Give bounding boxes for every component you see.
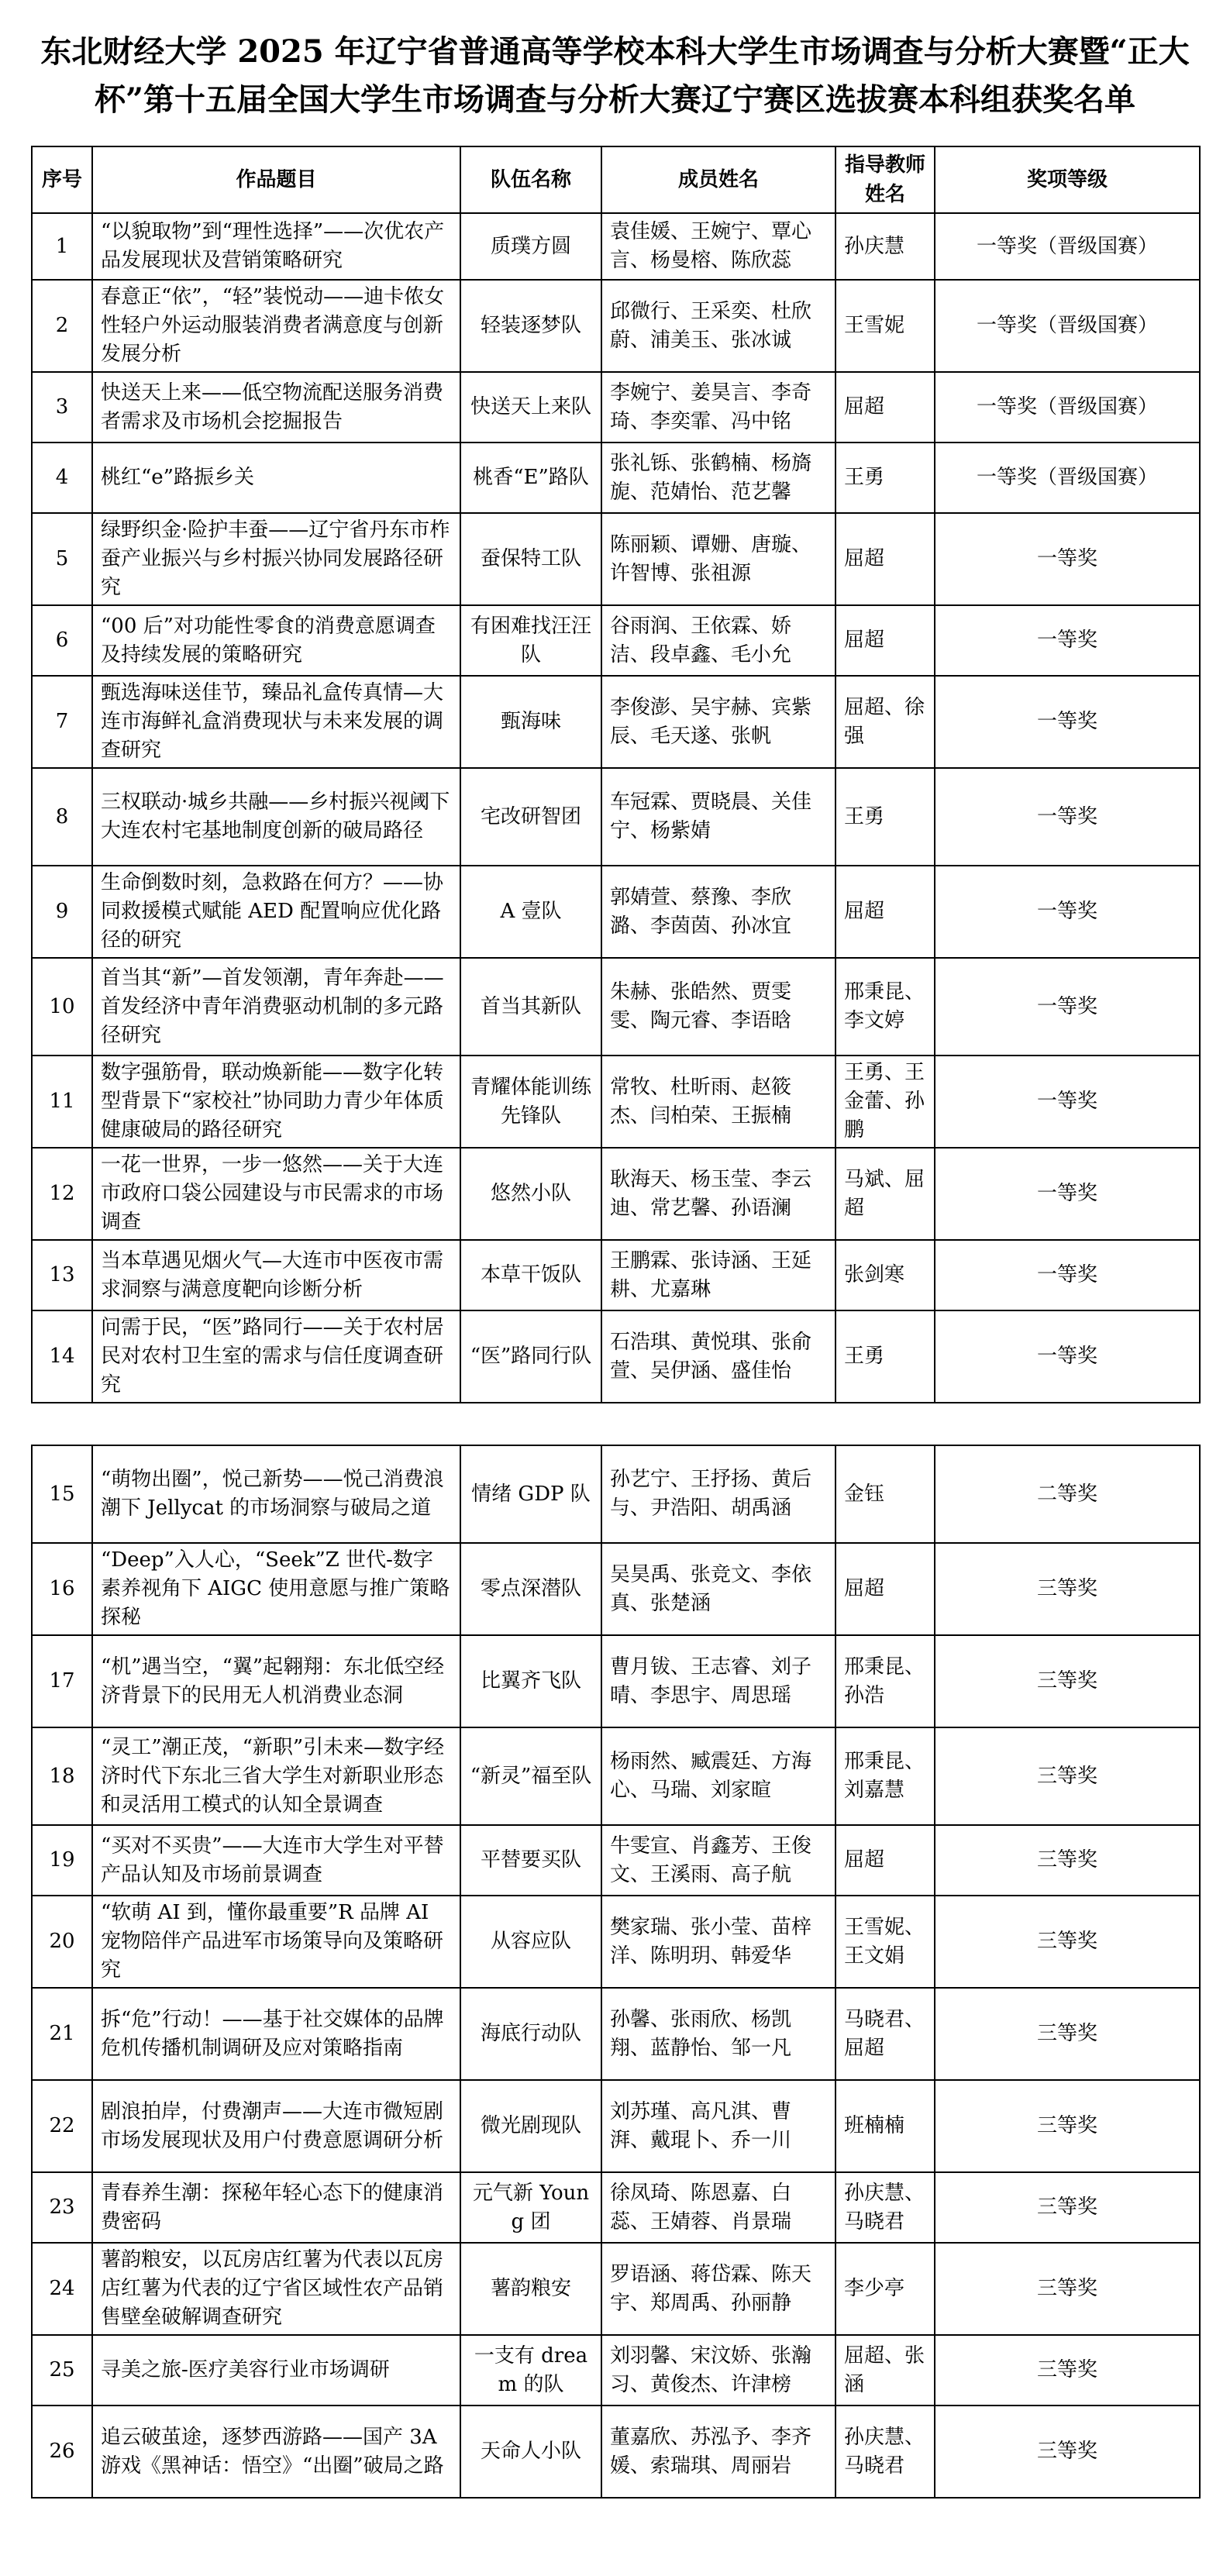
cell-team: 从容应队 — [460, 1896, 601, 1988]
cell-teacher: 王勇 — [836, 443, 935, 513]
cell-teacher: 屈超 — [836, 605, 935, 676]
cell-teacher: 张剑寒 — [836, 1240, 935, 1310]
cell-teacher: 孙庆慧、马晓君 — [836, 2406, 935, 2498]
cell-title: 青春养生潮：探秘年轻心态下的健康消费密码 — [92, 2172, 460, 2243]
cell-no: 16 — [32, 1543, 92, 1635]
cell-teacher: 李少亭 — [836, 2243, 935, 2335]
cell-award: 一等奖 — [935, 768, 1200, 866]
table-row — [32, 443, 1200, 513]
cell-award: 三等奖 — [935, 2335, 1200, 2406]
cell-teacher: 屈超、张涵 — [836, 2335, 935, 2406]
cell-no: 12 — [32, 1148, 92, 1240]
cell-title: 三权联动·城乡共融——乡村振兴视阈下大连农村宅基地制度创新的破局路径 — [92, 768, 460, 866]
table-row — [32, 2243, 1200, 2335]
cell-no: 7 — [32, 676, 92, 768]
table-row — [32, 768, 1200, 866]
cell-members: 陈丽颖、谭姗、唐璇、许智博、张祖源 — [601, 513, 836, 605]
cell-award: 三等奖 — [935, 1635, 1200, 1727]
cell-award: 一等奖 — [935, 1310, 1200, 1403]
header-no: 序号 — [32, 146, 92, 213]
cell-team: 青耀体能训练先锋队 — [460, 1056, 601, 1148]
cell-members: 常牧、杜昕雨、赵筱杰、闫柏荣、王振楠 — [601, 1056, 836, 1148]
cell-award: 三等奖 — [935, 2406, 1200, 2498]
cell-award: 一等奖 — [935, 1056, 1200, 1148]
cell-members: 张礼铄、张鹤楠、杨旖旎、范婧怡、范艺馨 — [601, 443, 836, 513]
cell-team: 元气新 Young 团 — [460, 2172, 601, 2243]
award-table-part-2 — [31, 1445, 1201, 2499]
table-row — [32, 2080, 1200, 2172]
cell-title: “软萌 AI 到，懂你最重要”R 品牌 AI 宠物陪伴产品进军市场策导向及策略研究 — [92, 1896, 460, 1988]
cell-award: 一等奖 — [935, 605, 1200, 676]
cell-title: “Deep”入人心，“Seek”Z 世代-数字素养视角下 AIGC 使用意愿与推广策略探秘 — [92, 1543, 460, 1635]
cell-team: 本草干饭队 — [460, 1240, 601, 1310]
cell-award: 三等奖 — [935, 2080, 1200, 2172]
header-team: 队伍名称 — [460, 146, 601, 213]
table-row — [32, 1896, 1200, 1988]
cell-award: 一等奖（晋级国赛） — [935, 280, 1200, 372]
cell-no: 1 — [32, 213, 92, 280]
cell-members: 谷雨润、王依霖、娇洁、段卓鑫、毛小允 — [601, 605, 836, 676]
cell-award: 一等奖（晋级国赛） — [935, 213, 1200, 280]
cell-no: 2 — [32, 280, 92, 372]
cell-teacher: 孙庆慧 — [836, 213, 935, 280]
cell-title: 生命倒数时刻，急救路在何方？——协同救援模式赋能 AED 配置响应优化路径的研究 — [92, 866, 460, 958]
cell-award: 二等奖 — [935, 1445, 1200, 1543]
table-row — [32, 2172, 1200, 2243]
cell-no: 8 — [32, 768, 92, 866]
cell-title: 春意正“依”，“轻”装悦动——迪卡侬女性轻户外运动服装消费者满意度与创新发展分析 — [92, 280, 460, 372]
document-title: 东北财经大学 2025 年辽宁省普通高等学校本科大学生市场调查与分析大赛暨“正大杯”第十五届全国大学生市场调查与分析大赛辽宁赛区选拔赛本科组获奖名单 — [40, 33, 1190, 118]
cell-team: A 壹队 — [460, 866, 601, 958]
cell-teacher: 金钰 — [836, 1445, 935, 1543]
cell-title: “00 后”对功能性零食的消费意愿调查及持续发展的策略研究 — [92, 605, 460, 676]
cell-teacher: 王雪妮、王文娟 — [836, 1896, 935, 1988]
cell-team: 甄海味 — [460, 676, 601, 768]
cell-members: 孙馨、张雨欣、杨凯翔、蓝静怡、邹一凡 — [601, 1988, 836, 2080]
cell-teacher: 王勇、王金蕾、孙鹏 — [836, 1056, 935, 1148]
cell-title: 寻美之旅-医疗美容行业市场调研 — [92, 2335, 460, 2406]
cell-teacher: 孙庆慧、马晓君 — [836, 2172, 935, 2243]
header-teacher: 指导教师姓名 — [836, 146, 935, 213]
table-row — [32, 513, 1200, 605]
cell-teacher: 屈超 — [836, 866, 935, 958]
table-header-row — [32, 146, 1200, 213]
cell-title: 绿野织金·险护丰蚕——辽宁省丹东市柞蚕产业振兴与乡村振兴协同发展路径研究 — [92, 513, 460, 605]
cell-members: 牛雯宣、肖鑫芳、王俊文、王溪雨、高子航 — [601, 1825, 836, 1896]
cell-award: 一等奖 — [935, 958, 1200, 1056]
cell-no: 17 — [32, 1635, 92, 1727]
cell-teacher: 屈超 — [836, 372, 935, 443]
header-title: 作品题目 — [92, 146, 460, 213]
table-row — [32, 1310, 1200, 1403]
cell-award: 三等奖 — [935, 2172, 1200, 2243]
cell-award: 一等奖 — [935, 1240, 1200, 1310]
cell-no: 24 — [32, 2243, 92, 2335]
cell-members: 车冠霖、贾晓晨、关佳宁、杨紫婧 — [601, 768, 836, 866]
cell-title: “灵工”潮正茂，“新职”引未来—数字经济时代下东北三省大学生对新职业形态和灵活用工模式的认知全景调查 — [92, 1727, 460, 1825]
cell-no: 5 — [32, 513, 92, 605]
cell-award: 三等奖 — [935, 1825, 1200, 1896]
cell-members: 徐凤琦、陈恩嘉、白蕊、王婧蓉、肖景瑞 — [601, 2172, 836, 2243]
cell-teacher: 屈超 — [836, 1825, 935, 1896]
cell-award: 一等奖（晋级国赛） — [935, 372, 1200, 443]
cell-no: 6 — [32, 605, 92, 676]
cell-no: 3 — [32, 372, 92, 443]
cell-teacher: 王勇 — [836, 1310, 935, 1403]
table-row — [32, 1240, 1200, 1310]
cell-members: 吴昊禹、张竞文、李依真、张楚涵 — [601, 1543, 836, 1635]
cell-teacher: 屈超 — [836, 1543, 935, 1635]
cell-members: 罗语涵、蒋岱霖、陈天宇、郑周禹、孙丽静 — [601, 2243, 836, 2335]
cell-award: 一等奖 — [935, 513, 1200, 605]
table-row — [32, 605, 1200, 676]
cell-no: 21 — [32, 1988, 92, 2080]
cell-teacher: 王雪妮 — [836, 280, 935, 372]
cell-team: 蚕保特工队 — [460, 513, 601, 605]
cell-title: 拆“危”行动！——基于社交媒体的品牌危机传播机制调研及应对策略指南 — [92, 1988, 460, 2080]
cell-team: “新灵”福至队 — [460, 1727, 601, 1825]
cell-no: 25 — [32, 2335, 92, 2406]
cell-teacher: 王勇 — [836, 768, 935, 866]
cell-award: 一等奖 — [935, 1148, 1200, 1240]
table-row — [32, 2335, 1200, 2406]
cell-no: 23 — [32, 2172, 92, 2243]
header-members: 成员姓名 — [601, 146, 836, 213]
cell-members: 耿海天、杨玉莹、李云迪、常艺馨、孙语澜 — [601, 1148, 836, 1240]
cell-team: 微光剧现队 — [460, 2080, 601, 2172]
cell-title: 首当其“新”—首发领潮，青年奔赴——首发经济中青年消费驱动机制的多元路径研究 — [92, 958, 460, 1056]
cell-teacher: 邢秉昆、李文婷 — [836, 958, 935, 1056]
cell-members: 朱赫、张皓然、贾雯雯、陶元睿、李语晗 — [601, 958, 836, 1056]
cell-members: 刘羽馨、宋汶娇、张瀚习、黄俊杰、许津榜 — [601, 2335, 836, 2406]
cell-no: 19 — [32, 1825, 92, 1896]
cell-no: 4 — [32, 443, 92, 513]
cell-no: 14 — [32, 1310, 92, 1403]
cell-members: 李俊澎、吴宇赫、宾紫辰、毛天遂、张帆 — [601, 676, 836, 768]
cell-teacher: 屈超、徐强 — [836, 676, 935, 768]
table-row — [32, 1635, 1200, 1727]
cell-title: “买对不买贵”——大连市大学生对平替产品认知及市场前景调查 — [92, 1825, 460, 1896]
cell-teacher: 马晓君、屈超 — [836, 1988, 935, 2080]
cell-title: “机”遇当空，“翼”起翱翔：东北低空经济背景下的民用无人机消费业态洞 — [92, 1635, 460, 1727]
cell-title: 数字强筋骨，联动焕新能——数字化转型背景下“家校社”协同助力青少年体质健康破局的路径研究 — [92, 1056, 460, 1148]
cell-title: 一花一世界，一步一悠然——关于大连市政府口袋公园建设与市民需求的市场调查 — [92, 1148, 460, 1240]
cell-no: 10 — [32, 958, 92, 1056]
cell-team: 悠然小队 — [460, 1148, 601, 1240]
cell-title: 问需于民，“医”路同行——关于农村居民对农村卫生室的需求与信任度调查研究 — [92, 1310, 460, 1403]
table-row — [32, 2406, 1200, 2498]
cell-teacher: 班楠楠 — [836, 2080, 935, 2172]
cell-members: 杨雨然、臧震廷、方海心、马瑞、刘家暄 — [601, 1727, 836, 1825]
cell-team: 零点深潜队 — [460, 1543, 601, 1635]
cell-team: 宅改研智团 — [460, 768, 601, 866]
table-row — [32, 958, 1200, 1056]
cell-members: 郭婧萱、蔡豫、李欣潞、李茵茵、孙冰宜 — [601, 866, 836, 958]
cell-title: 薯韵粮安，以瓦房店红薯为代表以瓦房店红薯为代表的辽宁省区域性农产品销售壁垒破解调查研究 — [92, 2243, 460, 2335]
table-row — [32, 1727, 1200, 1825]
cell-team: 海底行动队 — [460, 1988, 601, 2080]
cell-title: 追云破茧途，逐梦西游路——国产 3A 游戏《黑神话：悟空》“出圈”破局之路 — [92, 2406, 460, 2498]
cell-award: 三等奖 — [935, 1727, 1200, 1825]
cell-teacher: 屈超 — [836, 513, 935, 605]
cell-team: 质璞方圆 — [460, 213, 601, 280]
award-table-part-1 — [31, 146, 1201, 1403]
cell-no: 18 — [32, 1727, 92, 1825]
cell-team: 有困难找汪汪队 — [460, 605, 601, 676]
cell-title: 剧浪拍岸，付费潮声——大连市微短剧市场发展现状及用户付费意愿调研分析 — [92, 2080, 460, 2172]
cell-award: 三等奖 — [935, 1896, 1200, 1988]
cell-team: 平替要买队 — [460, 1825, 601, 1896]
cell-title: “萌物出圈”，悦己新势——悦己消费浪潮下 Jellycat 的市场洞察与破局之道 — [92, 1445, 460, 1543]
cell-no: 22 — [32, 2080, 92, 2172]
cell-team: 快送天上来队 — [460, 372, 601, 443]
cell-team: 轻装逐梦队 — [460, 280, 601, 372]
table-row — [32, 866, 1200, 958]
cell-team: 天命人小队 — [460, 2406, 601, 2498]
table-row — [32, 1825, 1200, 1896]
table-row — [32, 280, 1200, 372]
cell-members: 樊家瑞、张小莹、苗梓洋、陈明玥、韩爱华 — [601, 1896, 836, 1988]
cell-team: 首当其新队 — [460, 958, 601, 1056]
cell-title: 当本草遇见烟火气—大连市中医夜市需求洞察与满意度靶向诊断分析 — [92, 1240, 460, 1310]
cell-team: 情绪 GDP 队 — [460, 1445, 601, 1543]
cell-members: 李婉宁、姜昊言、李奇琦、李奕霏、冯中铭 — [601, 372, 836, 443]
cell-no: 11 — [32, 1056, 92, 1148]
cell-no: 20 — [32, 1896, 92, 1988]
cell-members: 董嘉欣、苏泓予、李齐媛、索瑞琪、周丽岩 — [601, 2406, 836, 2498]
cell-no: 9 — [32, 866, 92, 958]
cell-award: 一等奖 — [935, 676, 1200, 768]
table-row — [32, 1148, 1200, 1240]
cell-award: 一等奖 — [935, 866, 1200, 958]
cell-no: 26 — [32, 2406, 92, 2498]
cell-team: 一支有 dream 的队 — [460, 2335, 601, 2406]
cell-members: 曹月钹、王志睿、刘子晴、李思宇、周思瑶 — [601, 1635, 836, 1727]
cell-members: 孙艺宁、王抒扬、黄后与、尹浩阳、胡禹涵 — [601, 1445, 836, 1543]
cell-title: 甄选海味送佳节，臻品礼盒传真情—大连市海鲜礼盒消费现状与未来发展的调查研究 — [92, 676, 460, 768]
cell-title: 桃红“e”路振乡关 — [92, 443, 460, 513]
cell-title: 快送天上来——低空物流配送服务消费者需求及市场机会挖掘报告 — [92, 372, 460, 443]
cell-members: 王鹏霖、张诗涵、王延耕、尤嘉琳 — [601, 1240, 836, 1310]
cell-members: 袁佳媛、王婉宁、覃心言、杨曼榕、陈欣蕊 — [601, 213, 836, 280]
cell-award: 三等奖 — [935, 2243, 1200, 2335]
table-row — [32, 1988, 1200, 2080]
cell-award: 三等奖 — [935, 1988, 1200, 2080]
cell-members: 邱微行、王采奕、杜欣蔚、浦美玉、张冰诚 — [601, 280, 836, 372]
table-row — [32, 1056, 1200, 1148]
table-row — [32, 372, 1200, 443]
header-award: 奖项等级 — [935, 146, 1200, 213]
cell-award: 三等奖 — [935, 1543, 1200, 1635]
cell-no: 13 — [32, 1240, 92, 1310]
cell-team: 薯韵粮安 — [460, 2243, 601, 2335]
table-row — [32, 676, 1200, 768]
cell-teacher: 邢秉昆、刘嘉慧 — [836, 1727, 935, 1825]
cell-team: 比翼齐飞队 — [460, 1635, 601, 1727]
cell-teacher: 邢秉昆、孙浩 — [836, 1635, 935, 1727]
cell-team: “医”路同行队 — [460, 1310, 601, 1403]
cell-award: 一等奖（晋级国赛） — [935, 443, 1200, 513]
cell-members: 刘苏瑾、高凡淇、曹湃、戴琨卜、乔一川 — [601, 2080, 836, 2172]
table-row — [32, 213, 1200, 280]
cell-team: 桃香“E”路队 — [460, 443, 601, 513]
table-row — [32, 1445, 1200, 1543]
cell-members: 石浩琪、黄悦琪、张俞萱、吴伊涵、盛佳怡 — [601, 1310, 836, 1403]
cell-title: “以貌取物”到“理性选择”——次优农产品发展现状及营销策略研究 — [92, 213, 460, 280]
cell-teacher: 马斌、屈超 — [836, 1148, 935, 1240]
cell-no: 15 — [32, 1445, 92, 1543]
table-row — [32, 1543, 1200, 1635]
